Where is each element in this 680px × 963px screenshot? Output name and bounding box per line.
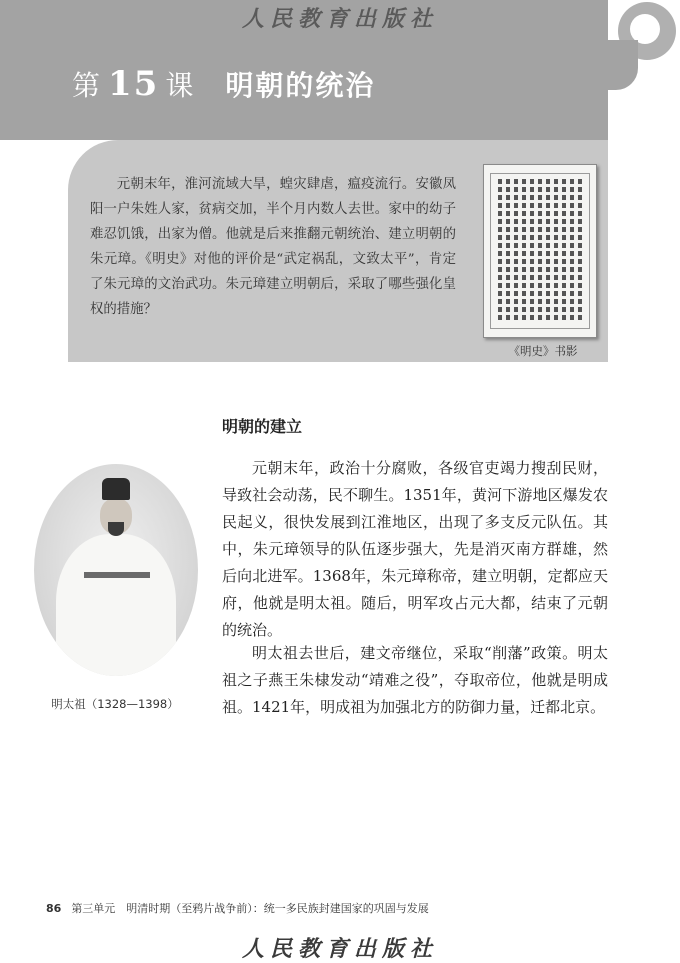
emperor-portrait (34, 464, 198, 676)
page-footer (46, 900, 429, 916)
intro-text: 元朝末年，淮河流域大旱，蝗灾肆虐，瘟疫流行。安徽凤阳一户朱姓人家，贫病交加，半个月内数人去世。家中的幼子难忍饥饿，出家为僧。他就是后来推翻元朝统治、建立明朝的朱元璋。《明史》对他的评价是“武定祸乱，文致太平”，肯定了朱元璋的文治武功。朱元璋建立明朝后，采取了哪些强化皇权的措施？ (90, 177, 456, 317)
portrait-caption: 明太祖（1328—1398） (51, 697, 179, 711)
body-paragraph-2: 明太祖去世后，建文帝继位，采取“削藩”政策。明太祖之子燕王朱棣发动“靖难之役”，夺取帝位，他就是明成祖。1421年，明成祖为加强北方的防御力量，迁都北京。 (222, 644, 608, 716)
lesson-prefix: 第 (72, 69, 103, 102)
mingshi-book-image (483, 164, 597, 338)
page-number: 86 (46, 902, 62, 915)
lesson-number: 15 (108, 64, 160, 104)
publisher-logo-bottom: 人民教育出版社 (241, 936, 438, 962)
book-image-caption: 《明史》书影 (508, 344, 578, 358)
lesson-title (72, 64, 375, 104)
body-paragraph-1: 元朝末年，政治十分腐败，各级官吏竭力搜刮民财，导致社会动荡，民不聊生。1351年，黄河下游地区爆发农民起义，很快发展到江淮地区，出现了多支反元队伍。其中，朱元璋领导的队伍逐步强大，先是消灭南方群雄，然后向北进军。1368年，朱元璋称帝，建立明朝，定都应天府，他就是明太祖。随后，明军攻占元大都，结束了元朝的统治。 (222, 459, 608, 639)
publisher-logo-top: 人民教育出版社 (241, 6, 438, 32)
section-heading: 明朝的建立 (222, 417, 303, 436)
lesson-suffix: 课 (165, 69, 196, 102)
unit-title: 第三单元 明清时期（至鸦片战争前）：统一多民族封建国家的巩固与发展 (71, 902, 429, 915)
lesson-topic: 明朝的统治 (225, 69, 376, 102)
